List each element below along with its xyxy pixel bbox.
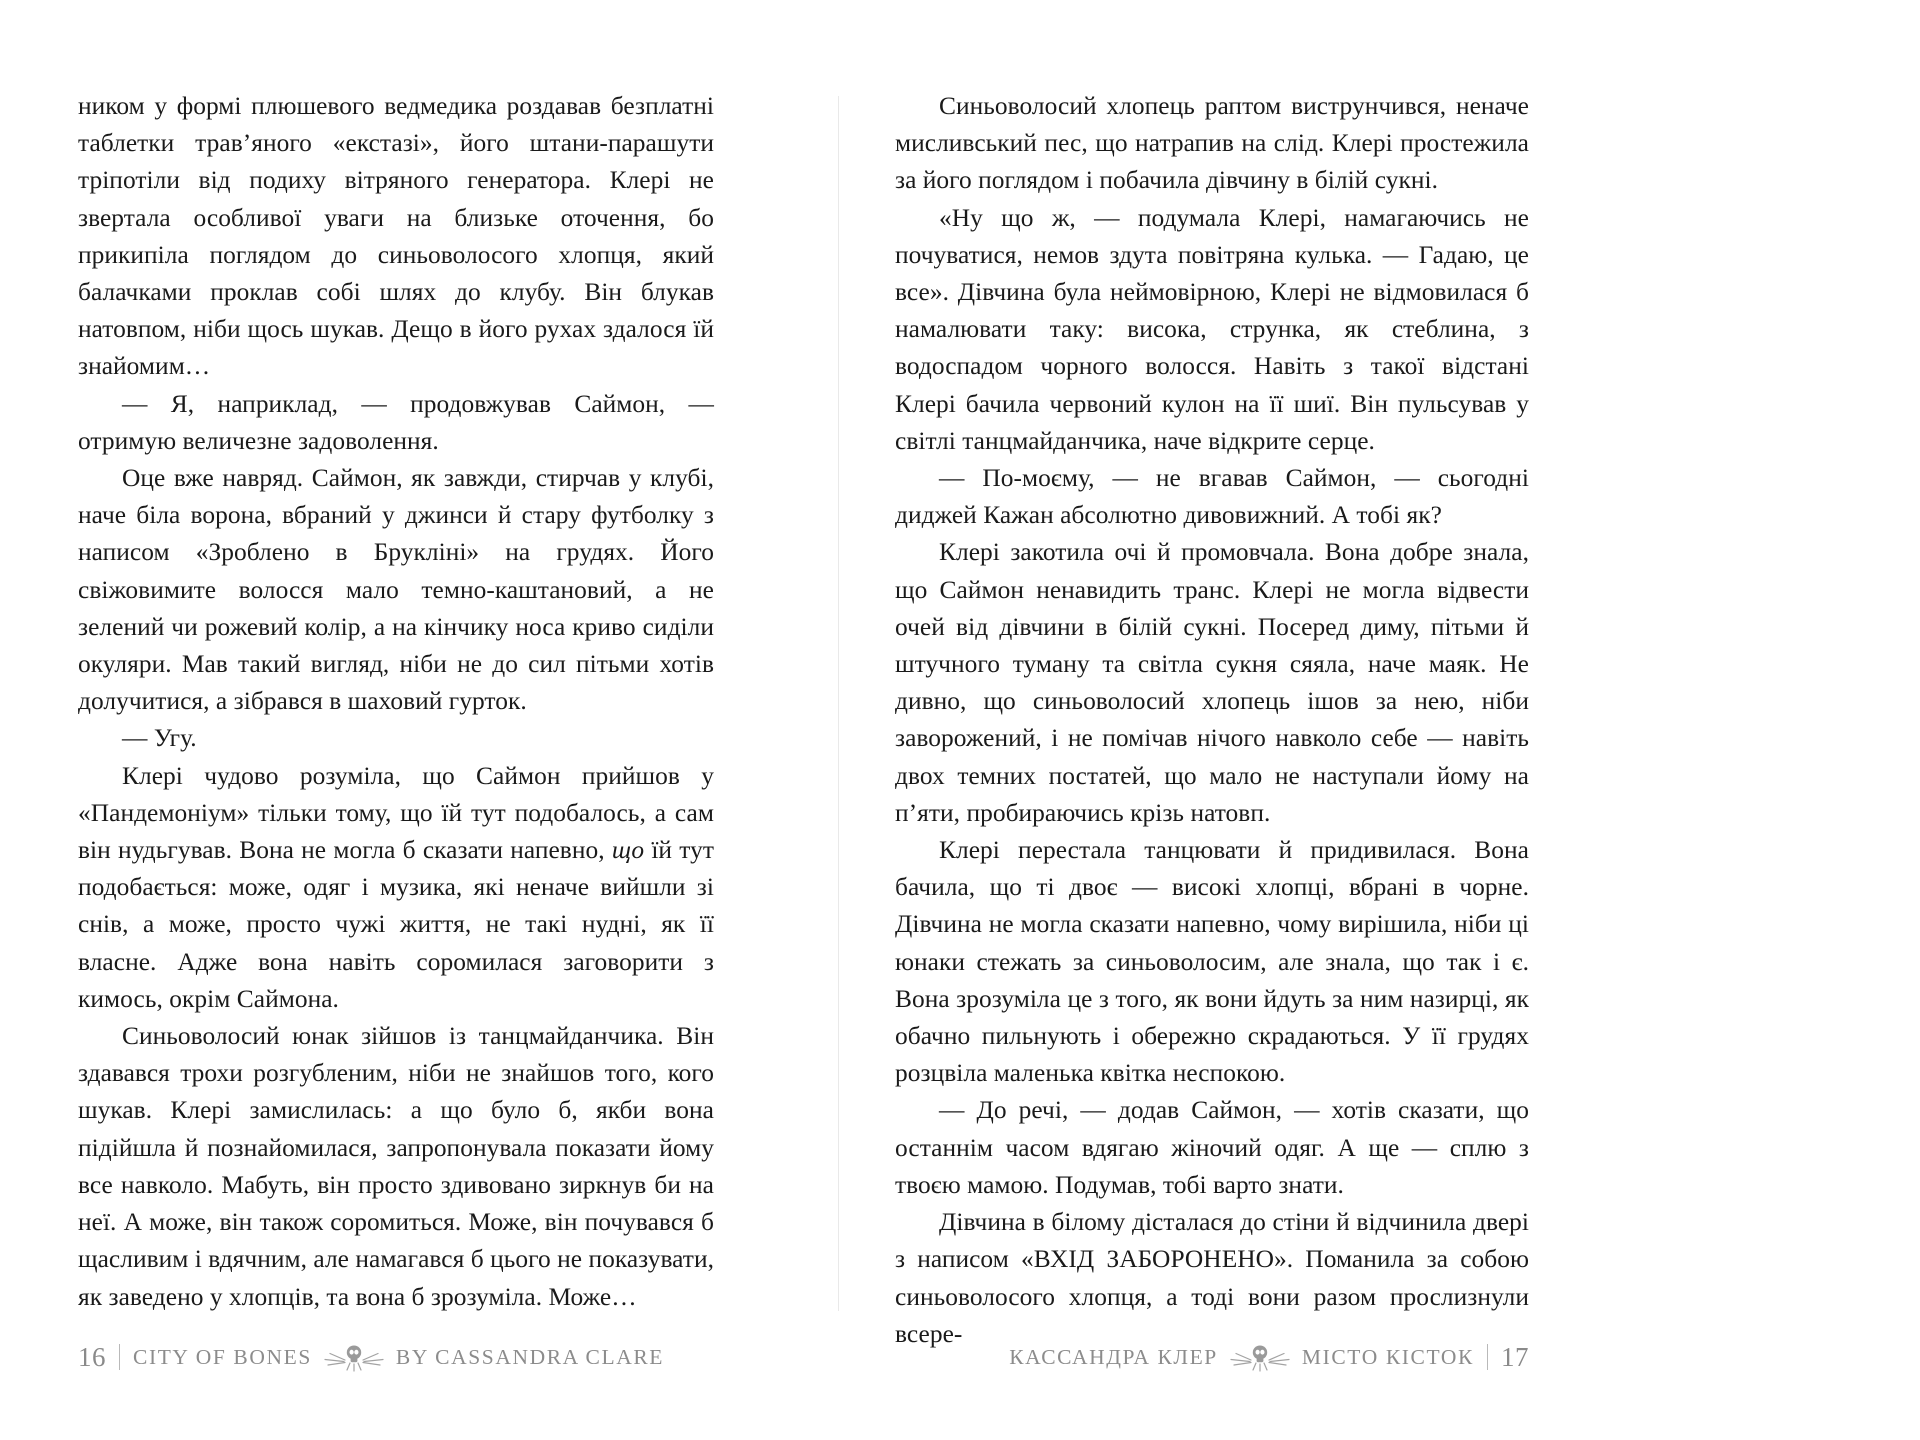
page-number-right: 17	[1501, 1341, 1529, 1372]
paragraph: Синьоволосий юнак зійшов із танцмайданчика. Він здавався трохи розгубленим, ніби не знайшов того, кого шукав. Клері замислилась: а що було б, якби вона підійшла й познайомилася, запропонувала показати йому все навколо. Мабуть, він просто здивовано зиркнув би на неї. А може, він також соромиться. Може, він почувався б щасливим і вдячним, але намагався б цього не показувати, як заведено у хлопців, та вона б зрозуміла. Може…	[78, 1022, 714, 1311]
paragraph-with-emphasis	[78, 758, 714, 1018]
page-gutter-divider	[838, 96, 839, 1311]
skull-rays-ornament-icon	[1229, 1342, 1291, 1372]
right-page	[895, 88, 1529, 1353]
paragraph-dialogue: — До речі, — додав Саймон, — хотів сказати, що останнім часом вдягаю жіночий одяг. А ще — сплю з твоєю мамою. Подумав, тобі варто знати.	[895, 1096, 1529, 1199]
page-number-left: 16	[78, 1341, 106, 1372]
paragraph: «Ну що ж, — подумала Клері, намагаючись не почуватися, немов здута повітряна кулька. — Гадаю, це все». Дівчина була неймовірною, Клері не відмовилася б намалювати таку: висока, струнка, як стеблина, з водоспадом чорного волосся. Навіть з такої відстані Клері бачила червоний кулон на її шиї. Він пульсував у світлі танцмайданчика, наче відкрите серце.	[895, 203, 1529, 455]
left-page	[78, 88, 714, 1316]
paragraph-dialogue: — По-моєму, — не вгавав Саймон, — сьогодні диджей Кажан абсолютно дивовижний. А тобі як?	[895, 464, 1529, 530]
paragraph: Синьоволосий хлопець раптом виструнчився, неначе мисливський пес, що натрапив на слід. Клері простежила за його поглядом і побачила дівчину в білій сукні.	[895, 92, 1529, 195]
emphasized-word: що	[611, 836, 645, 865]
paragraph: Клері закотила очі й промовчала. Вона добре знала, що Саймон ненавидить транс. Клері не могла відвести очей від дівчини в білій сукні. Посеред диму, пітьми й штучного туману та світла сукня сяяла, наче маяк. Не дивно, що синьоволосий хлопець ішов за нею, ніби заворожений, і не помічав нічого навколо себе — навіть двох темних постатей, що мало не наступали йому на п’яти, пробираючись крізь натовп.	[895, 538, 1529, 827]
paragraph: Оце вже навряд. Саймон, як завжди, стирчав у клубі, наче біла ворона, вбраний у джинси й стару футболку з написом «Зроблено в Брукліні» на грудях. Його свіжовимите волосся мало темно-каштановий, а не зелений чи рожевий колір, а на кінчику носа криво сиділи окуляри. Мав такий вигляд, ніби не до сил пітьми хотів долучитися, а зібрався в шаховий гурток.	[78, 464, 714, 716]
paragraph: Клері перестала танцювати й придивилася. Вона бачила, що ті двоє — високі хлопці, вбрані в чорне. Дівчина не могла сказати напевно, чому вирішила, ніби ці юнаки стежать за синьоволосим, але знала, що так і є. Вона зрозуміла це з того, як вони йдуть за ним назирці, як обачно пильнують і обережно скрадаються. У її грудях розцвіла маленька квітка неспокою.	[895, 836, 1529, 1088]
paragraph-dialogue: — Я, наприклад, — продовжував Саймон, — отримую величезне задоволення.	[78, 389, 714, 455]
footer-book-title: МІСТО КІСТОК	[1301, 1344, 1474, 1369]
left-page-footer	[78, 1338, 664, 1376]
right-page-footer	[895, 1338, 1529, 1376]
footer-divider-rule	[119, 1344, 120, 1370]
paragraph: ником у формі плюшевого ведмедика роздавав безплатні таблетки трав’яного «екстазі», його штани-парашути тріпотіли від подиху вітряного генератора. Клері не звертала особливої уваги на близьке оточення, бо прикипіла поглядом до синьоволосого хлопця, який балачками проклав собі шлях до клубу. Він блукав натовпом, ніби щось шукав. Дещо в його рухах здалося їй знайомим…	[78, 92, 714, 381]
paragraph: Дівчина в білому дісталася до стіни й відчинила двері з написом «ВХІД ЗАБОРОНЕНО». Поманила за собою синьоволосого хлопця, а тоді вони разом прослизнули всере-	[895, 1208, 1529, 1348]
footer-book-title: CITY OF BONES	[133, 1344, 312, 1369]
footer-author-name: КАССАНДРА КЛЕР	[1009, 1344, 1218, 1369]
footer-divider-rule	[1487, 1344, 1488, 1370]
skull-rays-ornament-icon	[323, 1342, 385, 1372]
paragraph-text-before-emphasis: Клері чудово розуміла, що Саймон прийшов у «Пандемоніум» тільки тому, що їй тут подобалось, а сам він нудьгував. Вона не могла б сказати напевно,	[78, 761, 714, 865]
footer-author-byline: BY CASSANDRA CLARE	[395, 1344, 665, 1369]
paragraph-text-after-emphasis: їй тут подобається: може, одяг і музика, які неначе вийшли зі снів, а може, просто чужі життя, не такі нудні, як її власне. Адже вона навіть соромилася заговорити з кимось, окрім Саймона.	[78, 836, 714, 1013]
paragraph-dialogue: — Угу.	[122, 724, 197, 753]
